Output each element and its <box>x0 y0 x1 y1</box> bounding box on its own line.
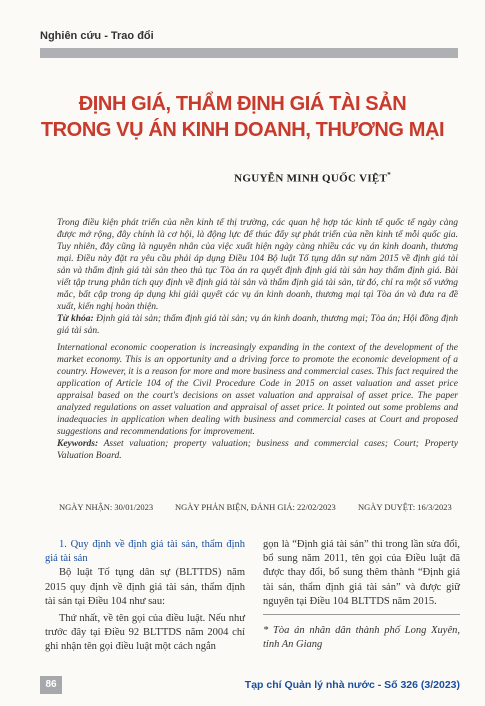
author-footnote-mark: * <box>387 171 391 179</box>
body-column-left <box>45 538 245 655</box>
abstract-vietnamese: Trong điều kiện phát triển của nền kinh tế thị trường, các quan hệ hợp tác kinh tế quốc tế ngày càng được mở rộng, đây chính là cơ hội, là động lực để thúc đẩy sự phát triển của nền kinh tế mỗi quốc gia. Tuy nhiên, đây cũng là nguyên nhân của việc xuất hiện ngày càng nhiều các vụ án kinh doanh, thương mại. Điều này đặt ra yêu cầu phải áp dụng Điều 104 Bộ luật Tố tụng dân sự năm 2015 về định giá tài sản và thẩm định giá tài sản theo thủ tục Tòa án ra quyết định định giá tài sản hay thẩm định giá. Bài viết tập trung phân tích quy định về định giá tài sản và thẩm định giá tài sản, từ đó, chỉ ra một số vướng mắc, bất cập trong áp dụng khi giải quyết các vụ án kinh doanh, thương mại tại Tòa án và đưa ra đề xuất, kiến nghị hoàn thiện. <box>57 218 458 312</box>
body-column-right <box>263 538 460 609</box>
article-title-line-2: TRONG VỤ ÁN KINH DOANH, THƯƠNG MẠI <box>40 119 445 141</box>
keywords-en-label: Keywords: <box>57 439 99 449</box>
journal-name: Tạp chí Quản lý nhà nước - Số 326 (3/2023) <box>244 679 460 691</box>
author-affiliation-footnote: * Tòa án nhân dân thành phố Long Xuyên, tỉnh An Giang <box>263 625 460 650</box>
footnote-rule <box>263 614 460 615</box>
body-paragraph-1: Bộ luật Tố tụng dân sự (BLTTDS) năm 2015 quy định về định giá tài sản, thẩm định tài sản tại Điều 104 như sau: <box>45 567 245 607</box>
author-name-text: NGUYỄN MINH QUỐC VIỆT <box>234 172 388 185</box>
author-name <box>234 171 391 185</box>
section-heading: 1. Quy định về định giá tài sản, thẩm định giá tài sản <box>45 539 245 565</box>
body-paragraph-3: gọn là “Định giá tài sản” thì trong lần sửa đổi, bổ sung năm 2011, tên gọi của Điều luật đã được thay đổi, bổ sung thêm thành “Định giá tài sản, thẩm định giá tài sản” và được giữ nguyên tại Điều 104 BLTTDS năm 2015. <box>263 539 460 607</box>
keywords-english <box>57 438 458 462</box>
date-received: NGÀY NHẬN: 30/01/2023 <box>59 502 154 512</box>
keywords-vietnamese <box>57 313 458 337</box>
abstract-english: International economic cooperation is increasingly expanding in the context of the development of the market economy. This is an opportunity and a driving force to promote the economic development of a country. However, it is a reason for more and more business and commercial cases. This fact required the application of Article 104 of the Civil Procedure Code in 2015 on asset valuation and asset price appraisal based on the court's decisions on asset valuation and appraisal of asset price. The paper analyzed regulations on asset valuation and appraisal of asset price. It pointed out some problems and inadequacies in application when dealing with business and commercial cases at Court and proposed suggestions and recommendations for improvement. <box>57 343 458 437</box>
header-rule <box>40 48 458 58</box>
section-label: Nghiên cứu - Trao đổi <box>40 30 154 42</box>
keywords-vi-label: Từ khóa: <box>57 314 94 324</box>
date-reviewed: NGÀY PHẢN BIỆN, ĐÁNH GIÁ: 22/02/2023 <box>175 502 336 512</box>
page-number: 86 <box>40 676 62 694</box>
date-approved: NGÀY DUYỆT: 16/3/2023 <box>358 502 452 512</box>
abstract <box>57 217 458 462</box>
keywords-vi-text: Định giá tài sản; thẩm định giá tài sản; vụ án kinh doanh, thương mại; Tòa án; Hội đồng định giá tài sản. <box>57 314 458 336</box>
body-paragraph-2: Thứ nhất, về tên gọi của điều luật. Nếu như trước đây tại Điều 92 BLTTDS năm 2004 chỉ ghi nhận tên gọi điều luật một cách ngắn <box>45 613 245 653</box>
keywords-en-text: Asset valuation; property valuation; business and commercial cases; Court; Property Valuation Board. <box>57 439 458 461</box>
article-title-line-1: ĐỊNH GIÁ, THẨM ĐỊNH GIÁ TÀI SẢN <box>78 93 407 115</box>
